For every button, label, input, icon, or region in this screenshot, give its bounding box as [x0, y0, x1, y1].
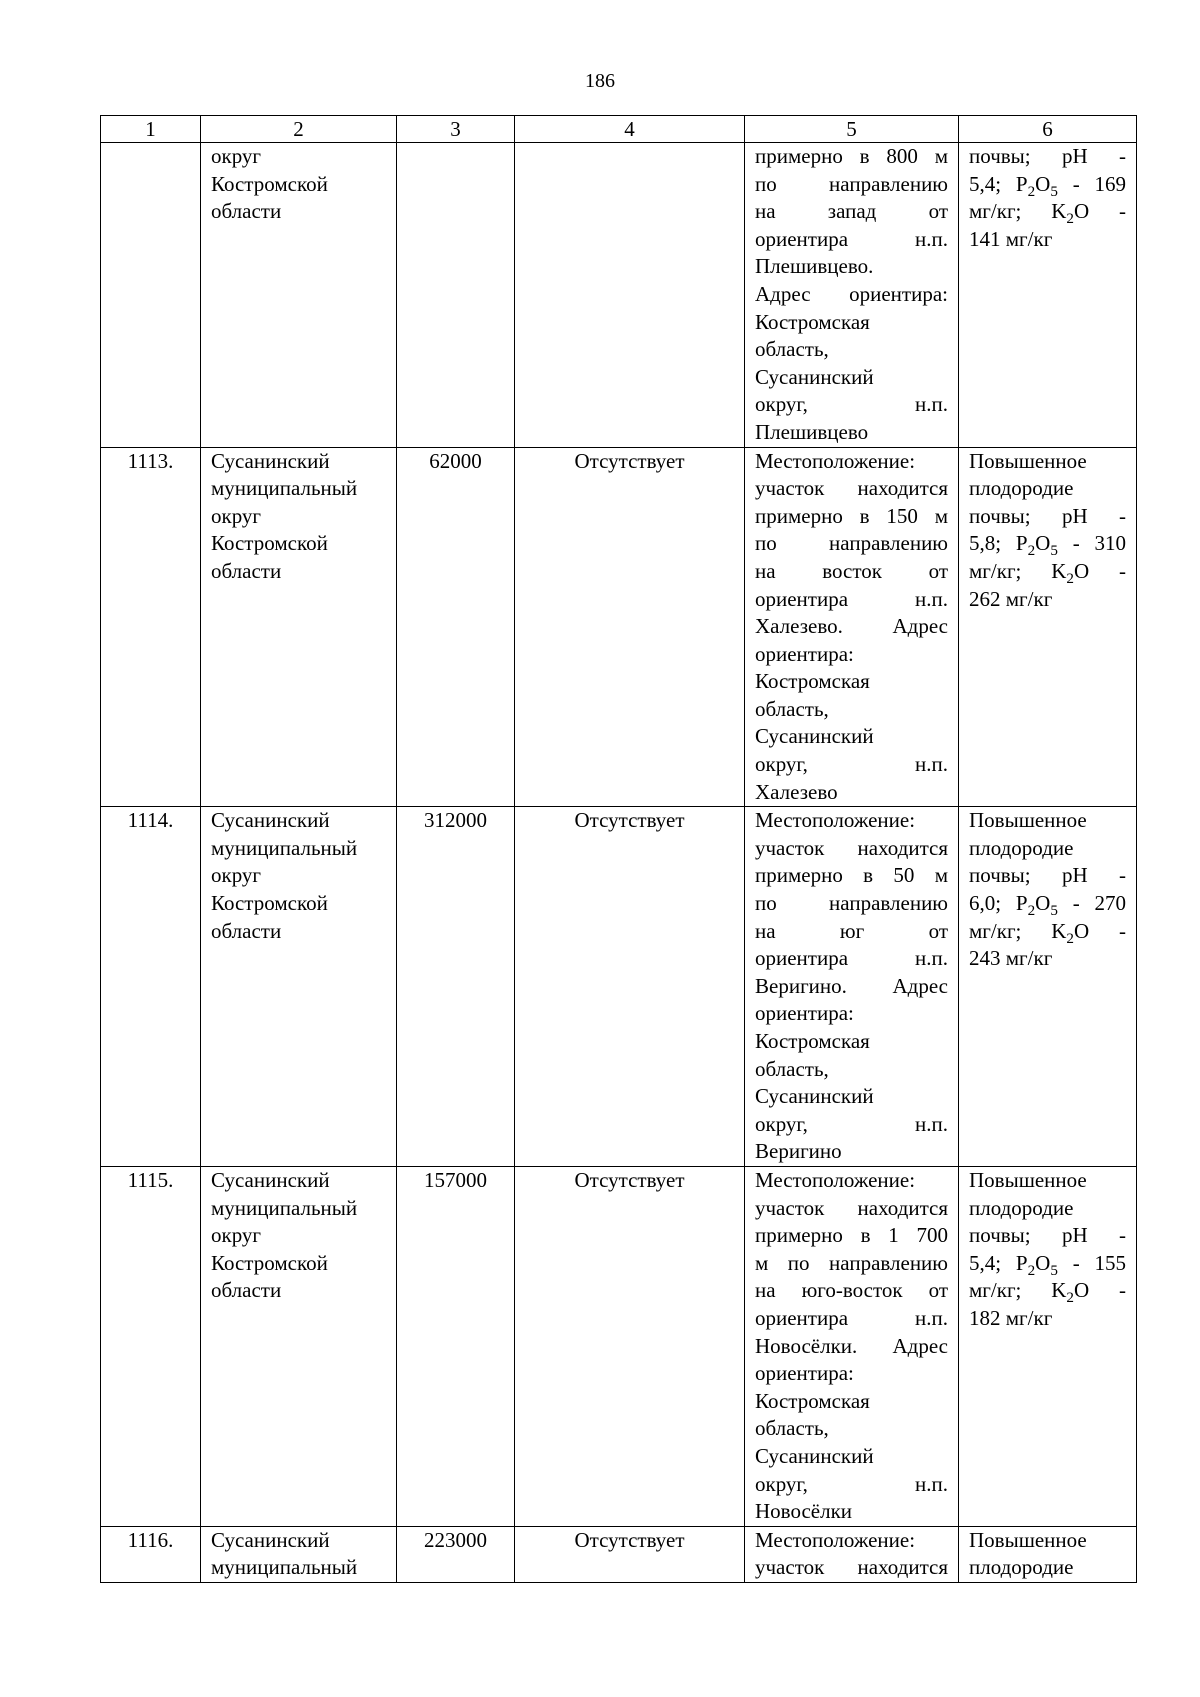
fertility-label-line: плодородие: [969, 835, 1074, 860]
fertility-label-line: плодородие: [969, 476, 1074, 501]
fertility-label-line: Повышенное: [969, 808, 1087, 833]
location-line: Новосёлки. Адрес: [755, 1333, 948, 1358]
column-header-2: 2: [201, 116, 397, 143]
land-plots-table: [100, 115, 1137, 1583]
table-row: [101, 143, 1137, 448]
p2o5-sub-5: 5: [1050, 1262, 1058, 1279]
district-line: округ: [211, 863, 262, 888]
location-line: на запад от: [755, 199, 948, 224]
location-line: Плешивцево.: [755, 254, 874, 279]
location-cell: [745, 1526, 959, 1582]
area-cell: 223000: [397, 1526, 515, 1582]
district-line: области: [211, 918, 282, 943]
location-line: область,: [755, 1416, 829, 1441]
area-cell: 312000: [397, 807, 515, 1167]
location-line: Халезево: [755, 779, 838, 804]
fertility-label-line: Повышенное: [969, 1527, 1087, 1552]
location-line: ориентира н.п.: [755, 586, 948, 611]
location-line: округ, н.п.: [755, 392, 948, 417]
district-cell: [201, 447, 397, 807]
location-line: округ, н.п.: [755, 1471, 948, 1496]
p2o5-sub-2: 2: [1027, 1262, 1036, 1279]
location-line: участок находится: [755, 1555, 948, 1580]
district-line: Костромской: [211, 171, 328, 196]
k2o-o: O -: [1073, 199, 1126, 224]
fertility-k2o-line: [969, 918, 1126, 946]
fertility-cell: [959, 1526, 1137, 1582]
p2o5-sub-2: 2: [1027, 903, 1036, 920]
district-line: Сусанинский: [211, 808, 330, 833]
fertility-ph-line: почвы; pH -: [969, 503, 1126, 528]
table-row: [101, 1526, 1137, 1582]
location-line: участок находится: [755, 835, 948, 860]
row-number-cell: [101, 143, 201, 448]
district-line: Костромской: [211, 891, 328, 916]
location-line: область,: [755, 696, 829, 721]
district-line: округ: [211, 1223, 262, 1248]
p2o5-sub-5: 5: [1050, 183, 1058, 200]
location-cell: [745, 807, 959, 1167]
row-number-cell: 1114.: [101, 807, 201, 1167]
location-line: м по направлению: [755, 1250, 948, 1275]
p2o5-text: 5,4; P: [969, 1250, 1028, 1275]
district-line: области: [211, 558, 282, 583]
table-row: [101, 447, 1137, 807]
p2o5-text: 6,0; P: [969, 891, 1028, 916]
k2o-sub-2: 2: [1066, 1290, 1074, 1307]
location-line: ориентира:: [755, 1001, 854, 1026]
location-line: по направлению: [755, 171, 948, 196]
location-cell: [745, 143, 959, 448]
row-number-cell: 1116.: [101, 1526, 201, 1582]
column-header-6: 6: [959, 116, 1137, 143]
location-line: ориентира:: [755, 1361, 854, 1386]
location-cell: [745, 1166, 959, 1526]
column-header-5: 5: [745, 116, 959, 143]
location-line: ориентира н.п.: [755, 1305, 948, 1330]
district-line: Костромской: [211, 531, 328, 556]
p2o5-sub-5: 5: [1050, 543, 1058, 560]
location-line: Халезево. Адрес: [755, 614, 948, 639]
column-header-1: 1: [101, 116, 201, 143]
fertility-k2o-value-line: 262 мг/кг: [969, 586, 1053, 611]
encumbrance-cell: Отсутствует: [515, 807, 745, 1167]
p2o5-sub-5: 5: [1050, 903, 1058, 920]
k2o-o: O -: [1073, 1278, 1126, 1303]
fertility-p2o5-line: [969, 530, 1126, 558]
location-line: на восток от: [755, 558, 948, 583]
k2o-sub-2: 2: [1066, 930, 1074, 947]
location-line: Местоположение:: [755, 808, 916, 833]
location-line: Новосёлки: [755, 1499, 853, 1524]
location-line: Плешивцево: [755, 419, 869, 444]
p2o5-o: O: [1035, 531, 1051, 556]
p2o5-o: O: [1035, 1250, 1051, 1275]
table-body: [101, 143, 1137, 1583]
fertility-k2o-value-line: 141 мг/кг: [969, 226, 1053, 251]
location-line: Костромская: [755, 669, 870, 694]
encumbrance-cell: [515, 143, 745, 448]
fertility-p2o5-line: [969, 1250, 1126, 1278]
fertility-ph-line: почвы; pH -: [969, 863, 1126, 888]
district-line: Сусанинский: [211, 1527, 330, 1552]
location-line: ориентира н.п.: [755, 226, 948, 251]
k2o-sub-2: 2: [1066, 211, 1074, 228]
location-line: на юг от: [755, 918, 948, 943]
location-line: по направлению: [755, 531, 948, 556]
location-line: округ, н.п.: [755, 752, 948, 777]
fertility-ph-line: почвы; pH -: [969, 144, 1126, 168]
location-line: округ, н.п.: [755, 1111, 948, 1136]
encumbrance-cell: Отсутствует: [515, 1166, 745, 1526]
district-cell: [201, 143, 397, 448]
district-cell: [201, 807, 397, 1167]
location-line: область,: [755, 337, 829, 362]
location-line: Адрес ориентира:: [755, 281, 948, 306]
p2o5-value: - 310: [1057, 531, 1126, 556]
location-line: примерно в 150 м: [755, 503, 948, 528]
p2o5-sub-2: 2: [1027, 543, 1036, 560]
fertility-k2o-line: [969, 198, 1126, 226]
table-row: [101, 807, 1137, 1167]
district-line: округ: [211, 503, 262, 528]
k2o-text: мг/кг; K: [969, 558, 1067, 583]
district-line: муниципальный: [211, 1195, 358, 1220]
p2o5-o: O: [1035, 891, 1051, 916]
location-line: на юго-восток от: [755, 1278, 948, 1303]
area-cell: 62000: [397, 447, 515, 807]
location-line: по направлению: [755, 891, 948, 916]
fertility-cell: [959, 447, 1137, 807]
location-line: Сусанинский: [755, 1443, 874, 1468]
location-line: примерно в 50 м: [755, 863, 948, 888]
district-line: Сусанинский: [211, 448, 330, 473]
district-cell: [201, 1526, 397, 1582]
location-line: Сусанинский: [755, 364, 874, 389]
fertility-label-line: Повышенное: [969, 448, 1087, 473]
table-row: [101, 1166, 1137, 1526]
district-line: Костромской: [211, 1250, 328, 1275]
location-line: участок находится: [755, 476, 948, 501]
encumbrance-cell: Отсутствует: [515, 447, 745, 807]
district-line: муниципальный: [211, 1555, 358, 1580]
table-header-row: [101, 116, 1137, 143]
p2o5-text: 5,4; P: [969, 171, 1028, 196]
fertility-k2o-line: [969, 558, 1126, 586]
fertility-p2o5-line: [969, 171, 1126, 199]
fertility-label-line: Повышенное: [969, 1167, 1087, 1192]
p2o5-value: - 169: [1057, 171, 1126, 196]
k2o-text: мг/кг; K: [969, 1278, 1067, 1303]
row-number-cell: 1115.: [101, 1166, 201, 1526]
p2o5-text: 5,8; P: [969, 531, 1028, 556]
location-line: Сусанинский: [755, 1084, 874, 1109]
district-line: области: [211, 1278, 282, 1303]
location-line: Местоположение:: [755, 448, 916, 473]
k2o-text: мг/кг; K: [969, 918, 1067, 943]
fertility-k2o-value-line: 182 мг/кг: [969, 1305, 1053, 1330]
k2o-o: O -: [1073, 918, 1126, 943]
location-line: ориентира:: [755, 641, 854, 666]
fertility-k2o-value-line: 243 мг/кг: [969, 946, 1053, 971]
k2o-text: мг/кг; K: [969, 199, 1067, 224]
p2o5-value: - 270: [1057, 891, 1126, 916]
area-cell: [397, 143, 515, 448]
encumbrance-cell: Отсутствует: [515, 1526, 745, 1582]
p2o5-sub-2: 2: [1027, 183, 1036, 200]
location-line: Веригино: [755, 1139, 842, 1164]
fertility-k2o-line: [969, 1277, 1126, 1305]
location-line: Местоположение:: [755, 1527, 916, 1552]
location-line: Костромская: [755, 309, 870, 334]
location-line: примерно в 1 700: [755, 1223, 948, 1248]
location-line: ориентира н.п.: [755, 946, 948, 971]
location-line: Костромская: [755, 1029, 870, 1053]
district-line: области: [211, 199, 282, 224]
location-line: область,: [755, 1056, 829, 1081]
page-number: 186: [585, 70, 615, 92]
p2o5-value: - 155: [1057, 1250, 1126, 1275]
location-cell: [745, 447, 959, 807]
fertility-ph-line: почвы; pH -: [969, 1223, 1126, 1248]
column-header-3: 3: [397, 116, 515, 143]
p2o5-o: O: [1035, 171, 1051, 196]
district-line: Сусанинский: [211, 1167, 330, 1192]
location-line: Местоположение:: [755, 1167, 916, 1192]
fertility-p2o5-line: [969, 890, 1126, 918]
fertility-cell: [959, 807, 1137, 1167]
location-line: примерно в 800 м: [755, 144, 948, 168]
area-cell: 157000: [397, 1166, 515, 1526]
column-header-4: 4: [515, 116, 745, 143]
location-line: Веригино. Адрес: [755, 973, 948, 998]
district-cell: [201, 1166, 397, 1526]
fertility-label-line: плодородие: [969, 1195, 1074, 1220]
fertility-cell: [959, 1166, 1137, 1526]
k2o-o: O -: [1073, 558, 1126, 583]
district-line: муниципальный: [211, 476, 358, 501]
fertility-cell: [959, 143, 1137, 448]
k2o-sub-2: 2: [1066, 571, 1074, 588]
district-line: округ: [211, 144, 262, 168]
location-line: Сусанинский: [755, 724, 874, 749]
district-line: муниципальный: [211, 835, 358, 860]
location-line: Костромская: [755, 1388, 870, 1413]
row-number-cell: 1113.: [101, 447, 201, 807]
location-line: участок находится: [755, 1195, 948, 1220]
fertility-label-line: плодородие: [969, 1555, 1074, 1580]
